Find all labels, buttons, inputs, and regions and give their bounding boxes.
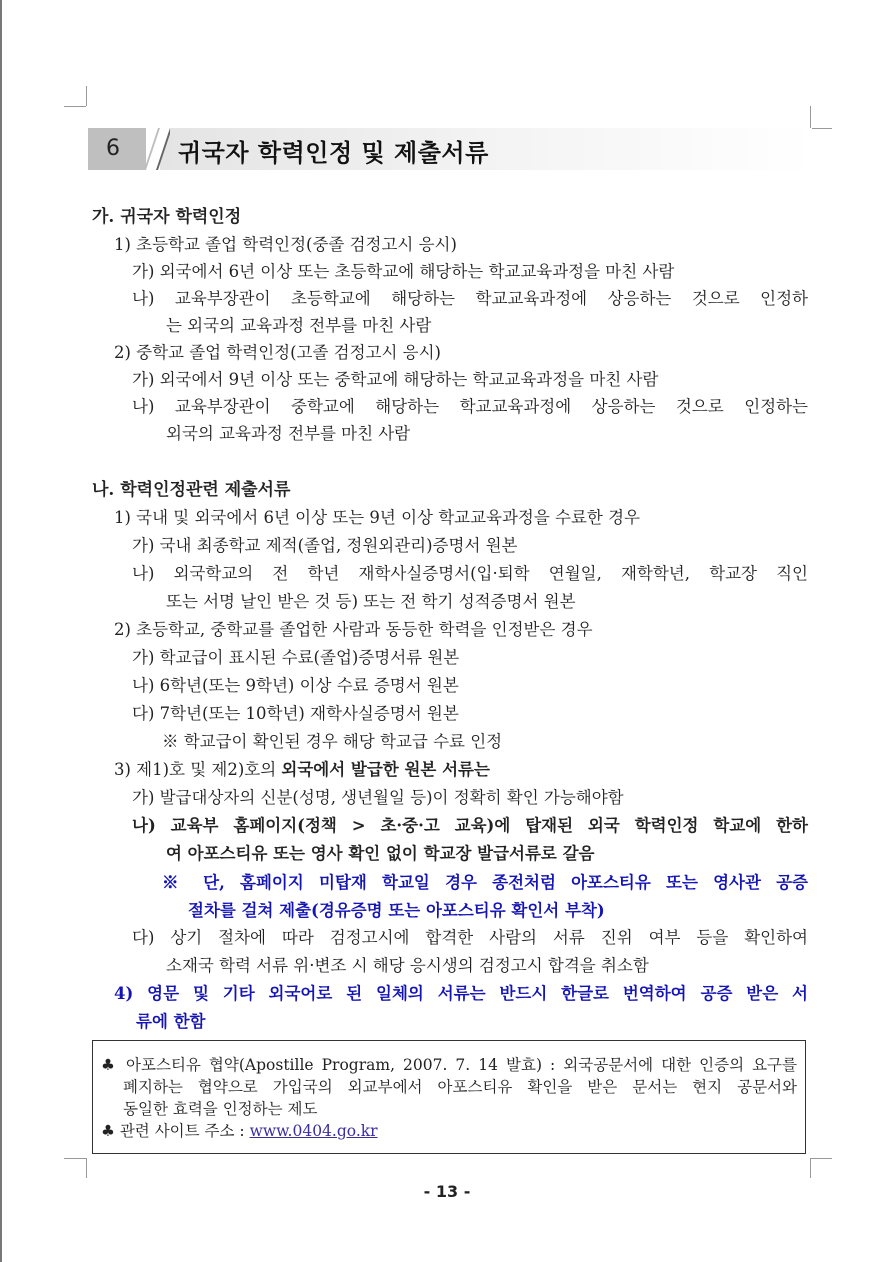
- crop-mark-bottom-right: [810, 1158, 832, 1159]
- section-b-item2-b: 나) 6학년(또는 9학년) 이상 수료 증명서 원본: [132, 676, 459, 695]
- section-b-item3-b-cont: 여 아포스티유 또는 영사 확인 없이 학교장 발급서류로 갈음: [166, 844, 595, 863]
- section-b-item3-c: 다) 상기 절차에 따라 검정고시에 합격한 사람의 서류 진위 여부 등을 확인하여: [132, 928, 808, 947]
- crop-mark-bottom-left: [64, 1158, 86, 1159]
- section-b-item2-note: ※ 학교급이 확인된 경우 해당 학교급 수료 인정: [162, 732, 503, 751]
- section-b-item3-label-bold: 외국에서 발급한 원본 서류는: [281, 760, 490, 779]
- page-left-edge: [0, 0, 2, 1262]
- page-number: - 13 -: [423, 1182, 471, 1201]
- section-b-item1-b: 나) 외국학교의 전 학년 재학사실증명서(입·퇴학 연월일, 재학학년, 학교장 직인: [132, 564, 808, 583]
- slash-divider-icon: [144, 128, 170, 170]
- section-a-heading: 가. 귀국자 학력인정: [92, 207, 242, 227]
- site-address-link[interactable]: www.0404.go.kr: [249, 1122, 378, 1140]
- section-b-item2: 2) 초등학교, 중학교를 졸업한 사람과 동등한 학력을 인정받은 경우: [114, 620, 593, 639]
- section-a-item1-b: 나) 교육부장관이 초등학교에 해당하는 학교교육과정에 상응하는 것으로 인정하: [132, 289, 808, 308]
- site-address-label: ♣ 관련 사이트 주소 :: [101, 1122, 250, 1140]
- section-a-item1-b-cont: 는 외국의 교육과정 전부를 마친 사람: [166, 316, 432, 335]
- info-box-line1: ♣ 아포스티유 협약(Apostille Program, 2007. 7. 14 발효) : 외국공문서에 대한 인증의 요구를: [101, 1056, 797, 1074]
- section-b-item3-label: 3) 제1)호 및 제2)호의: [114, 760, 282, 779]
- section-b-item4-cont: 류에 한함: [136, 1012, 206, 1031]
- chapter-title-bar: [88, 128, 812, 170]
- section-b-item3-a: 가) 발급대상자의 신분(성명, 생년월일 등)이 정확히 확인 가능해야함: [132, 788, 624, 807]
- section-b-item1-b-cont: 또는 서명 날인 받은 것 등) 또는 전 학기 성적증명서 원본: [166, 592, 576, 611]
- section-b-item2-a: 가) 학교급이 표시된 수료(졸업)증명서류 원본: [132, 648, 460, 667]
- chapter-title: 귀국자 학력인정 및 제출서류: [178, 139, 489, 167]
- chapter-number-block: [88, 128, 146, 170]
- crop-mark-bottom-right-v: [810, 1158, 811, 1178]
- apostille-info-box: [92, 1040, 806, 1154]
- crop-mark-top-right-v: [810, 106, 811, 128]
- section-a-item1: 1) 초등학교 졸업 학력인정(중졸 검정고시 응시): [114, 235, 457, 254]
- section-b-item1: 1) 국내 및 외국에서 6년 이상 또는 9년 이상 학교교육과정을 수료한 경우: [114, 508, 640, 527]
- info-box-line2: 폐지하는 협약으로 가입국의 외교부에서 아포스티유 확인을 받은 문서는 현지 공문서와: [123, 1078, 797, 1096]
- section-a-item2: 2) 중학교 졸업 학력인정(고졸 검정고시 응시): [114, 343, 441, 362]
- section-a-item1-a: 가) 외국에서 6년 이상 또는 초등학교에 해당하는 학교교육과정을 마친 사람: [132, 262, 675, 281]
- section-b-heading: 나. 학력인정관련 제출서류: [92, 480, 291, 500]
- section-a-item2-a: 가) 외국에서 9년 이상 또는 중학교에 해당하는 학교교육과정을 마친 사람: [132, 370, 659, 389]
- section-b-item4: 4) 영문 및 기타 외국어로 된 일체의 서류는 반드시 한글로 번역하여 공증 받은 서: [114, 984, 808, 1003]
- section-a-item2-b: 나) 교육부장관이 중학교에 해당하는 학교교육과정에 상응하는 것으로 인정하는: [132, 397, 808, 416]
- section-b-item3: [114, 760, 490, 780]
- section-b-item3-note1: ※ 단, 홈페이지 미탑재 학교일 경우 종전처럼 아포스티유 또는 영사관 공증: [162, 873, 808, 892]
- section-b-item3-c-cont: 소재국 학력 서류 위·변조 시 해당 응시생의 검정고시 합격을 취소함: [166, 956, 649, 975]
- info-box-line4: [101, 1121, 378, 1141]
- crop-mark-top-right: [810, 128, 832, 129]
- info-box-line3: 동일한 효력을 인정하는 제도: [123, 1100, 318, 1118]
- crop-mark-top-left: [64, 106, 86, 107]
- section-b-item2-c: 다) 7학년(또는 10학년) 재학사실증명서 원본: [132, 704, 459, 723]
- crop-mark-top-left-v: [86, 86, 87, 106]
- section-b-item3-b: 나) 교육부 홈페이지(정책 > 초·중·고 교육)에 탑재된 외국 학력인정 학교에 한하: [132, 816, 808, 835]
- section-b-item3-note2: 절차를 걸쳐 제출(경유증명 또는 아포스티유 확인서 부착): [188, 901, 605, 920]
- section-a-item2-b-cont: 외국의 교육과정 전부를 마친 사람: [166, 424, 411, 443]
- chapter-number: 6: [106, 136, 120, 161]
- crop-mark-bottom-left-v: [86, 1158, 87, 1178]
- section-b-item1-a: 가) 국내 최종학교 제적(졸업, 정원외관리)증명서 원본: [132, 536, 518, 555]
